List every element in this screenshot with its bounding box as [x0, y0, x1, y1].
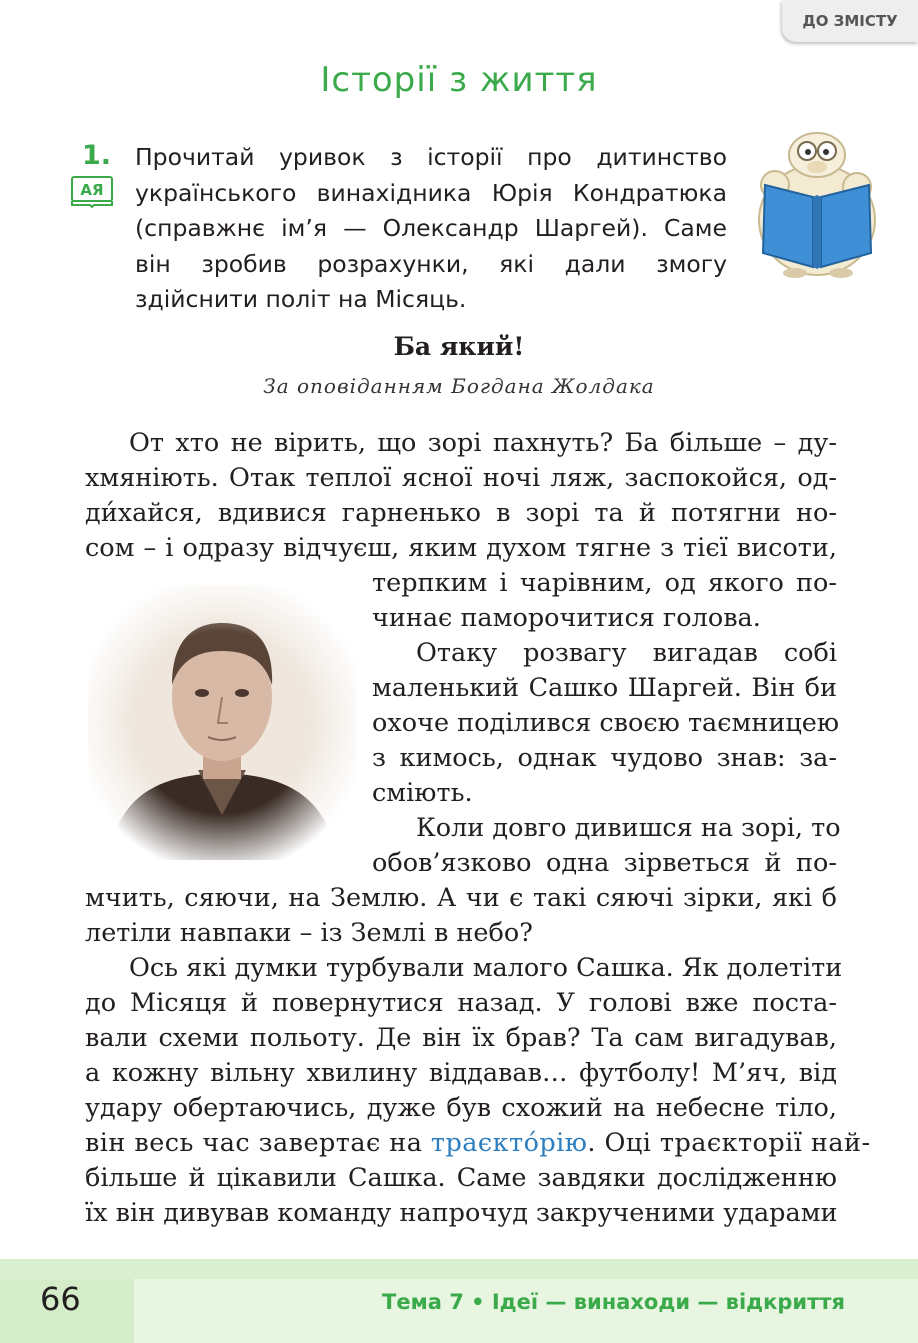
text-segment: він весь час завертає на — [85, 1128, 431, 1158]
text-line: охоче поділився своєю таємницею — [372, 708, 840, 738]
reading-icon-label: АЯ — [80, 181, 104, 199]
text-line: летіли навпаки – із Землі в небо? — [85, 918, 533, 948]
text-line: до Місяця й повернутися назад. У голові вже поста- — [85, 988, 837, 1018]
text-line: мчить, сяючи, на Землю. А чи є такі сяючі зірки, які б — [85, 883, 837, 913]
text-line: а кожну вільну хвилину віддавав… футболу! М’яч, від — [85, 1058, 837, 1088]
story-title: Ба який! — [393, 332, 525, 361]
text-line: ди́хайся, вдивися гарненько в зорі та й потягни но- — [85, 498, 837, 528]
portrait-photo — [88, 585, 356, 860]
text-line: хмяніють. Отак теплої ясної ночі ляж, заспокойся, од- — [85, 463, 837, 493]
text-line: Отаку розвагу вигадав собі — [416, 638, 837, 668]
task-instruction: Прочитай уривок з історії про дитинство українського винахідника Юрія Кондратюка (справжнє ім’я — Олександр Шаргей). Саме він зробив розрахунки, які дали змогу здійснити політ на Місяць. — [135, 143, 727, 313]
reading-book-icon — [70, 175, 114, 209]
text-line: їх він дивував команду напрочуд закрученими ударами — [85, 1198, 838, 1228]
text-line: маленький Сашко Шаргей. Він би — [372, 673, 837, 703]
text-line: удару обертаючись, дуже був схожий на небесне тіло, — [85, 1093, 837, 1123]
text-segment: . Оці траєкторії най- — [587, 1128, 871, 1158]
text-line: терпким і чарівним, од якого по- — [372, 568, 837, 598]
text-line — [85, 1125, 871, 1161]
text-line: Ось які думки турбували малого Сашка. Як долетіти — [129, 953, 843, 983]
section-title: Історії з життя — [320, 60, 598, 100]
glossary-term-link[interactable]: траєкто́рію — [430, 1128, 588, 1158]
footer-topic: Тема 7 • Ідеї — винаходи — відкриття — [382, 1290, 845, 1314]
text-line: Коли довго дивишся на зорі, то — [416, 813, 841, 843]
text-line: обов’язково одна зірветься й по- — [372, 848, 837, 878]
footer-ornament — [0, 1259, 918, 1279]
task-number: 1. — [82, 140, 112, 171]
text-line: сом – і одразу відчуєш, яким духом тягне з тієї висоти, — [85, 533, 837, 563]
page-number: 66 — [40, 1280, 81, 1318]
reading-sheep-illustration — [745, 125, 885, 280]
text-line: вали схеми польоту. Де він їх брав? Та сам вигадував, — [85, 1023, 837, 1053]
story-author: За оповіданням Богдана Жолдака — [263, 374, 655, 398]
text-line: От хто не вірить, що зорі пахнуть? Ба більше – ду- — [129, 428, 837, 458]
text-line: сміють. — [372, 778, 473, 808]
toc-button[interactable]: ДО ЗМІСТУ — [782, 0, 918, 42]
text-line: більше й цікавили Сашка. Саме завдяки дослідженню — [85, 1163, 837, 1193]
text-line: чинає паморочитися голова. — [372, 603, 761, 633]
text-line: з кимось, однак чудово знав: за- — [372, 743, 837, 773]
